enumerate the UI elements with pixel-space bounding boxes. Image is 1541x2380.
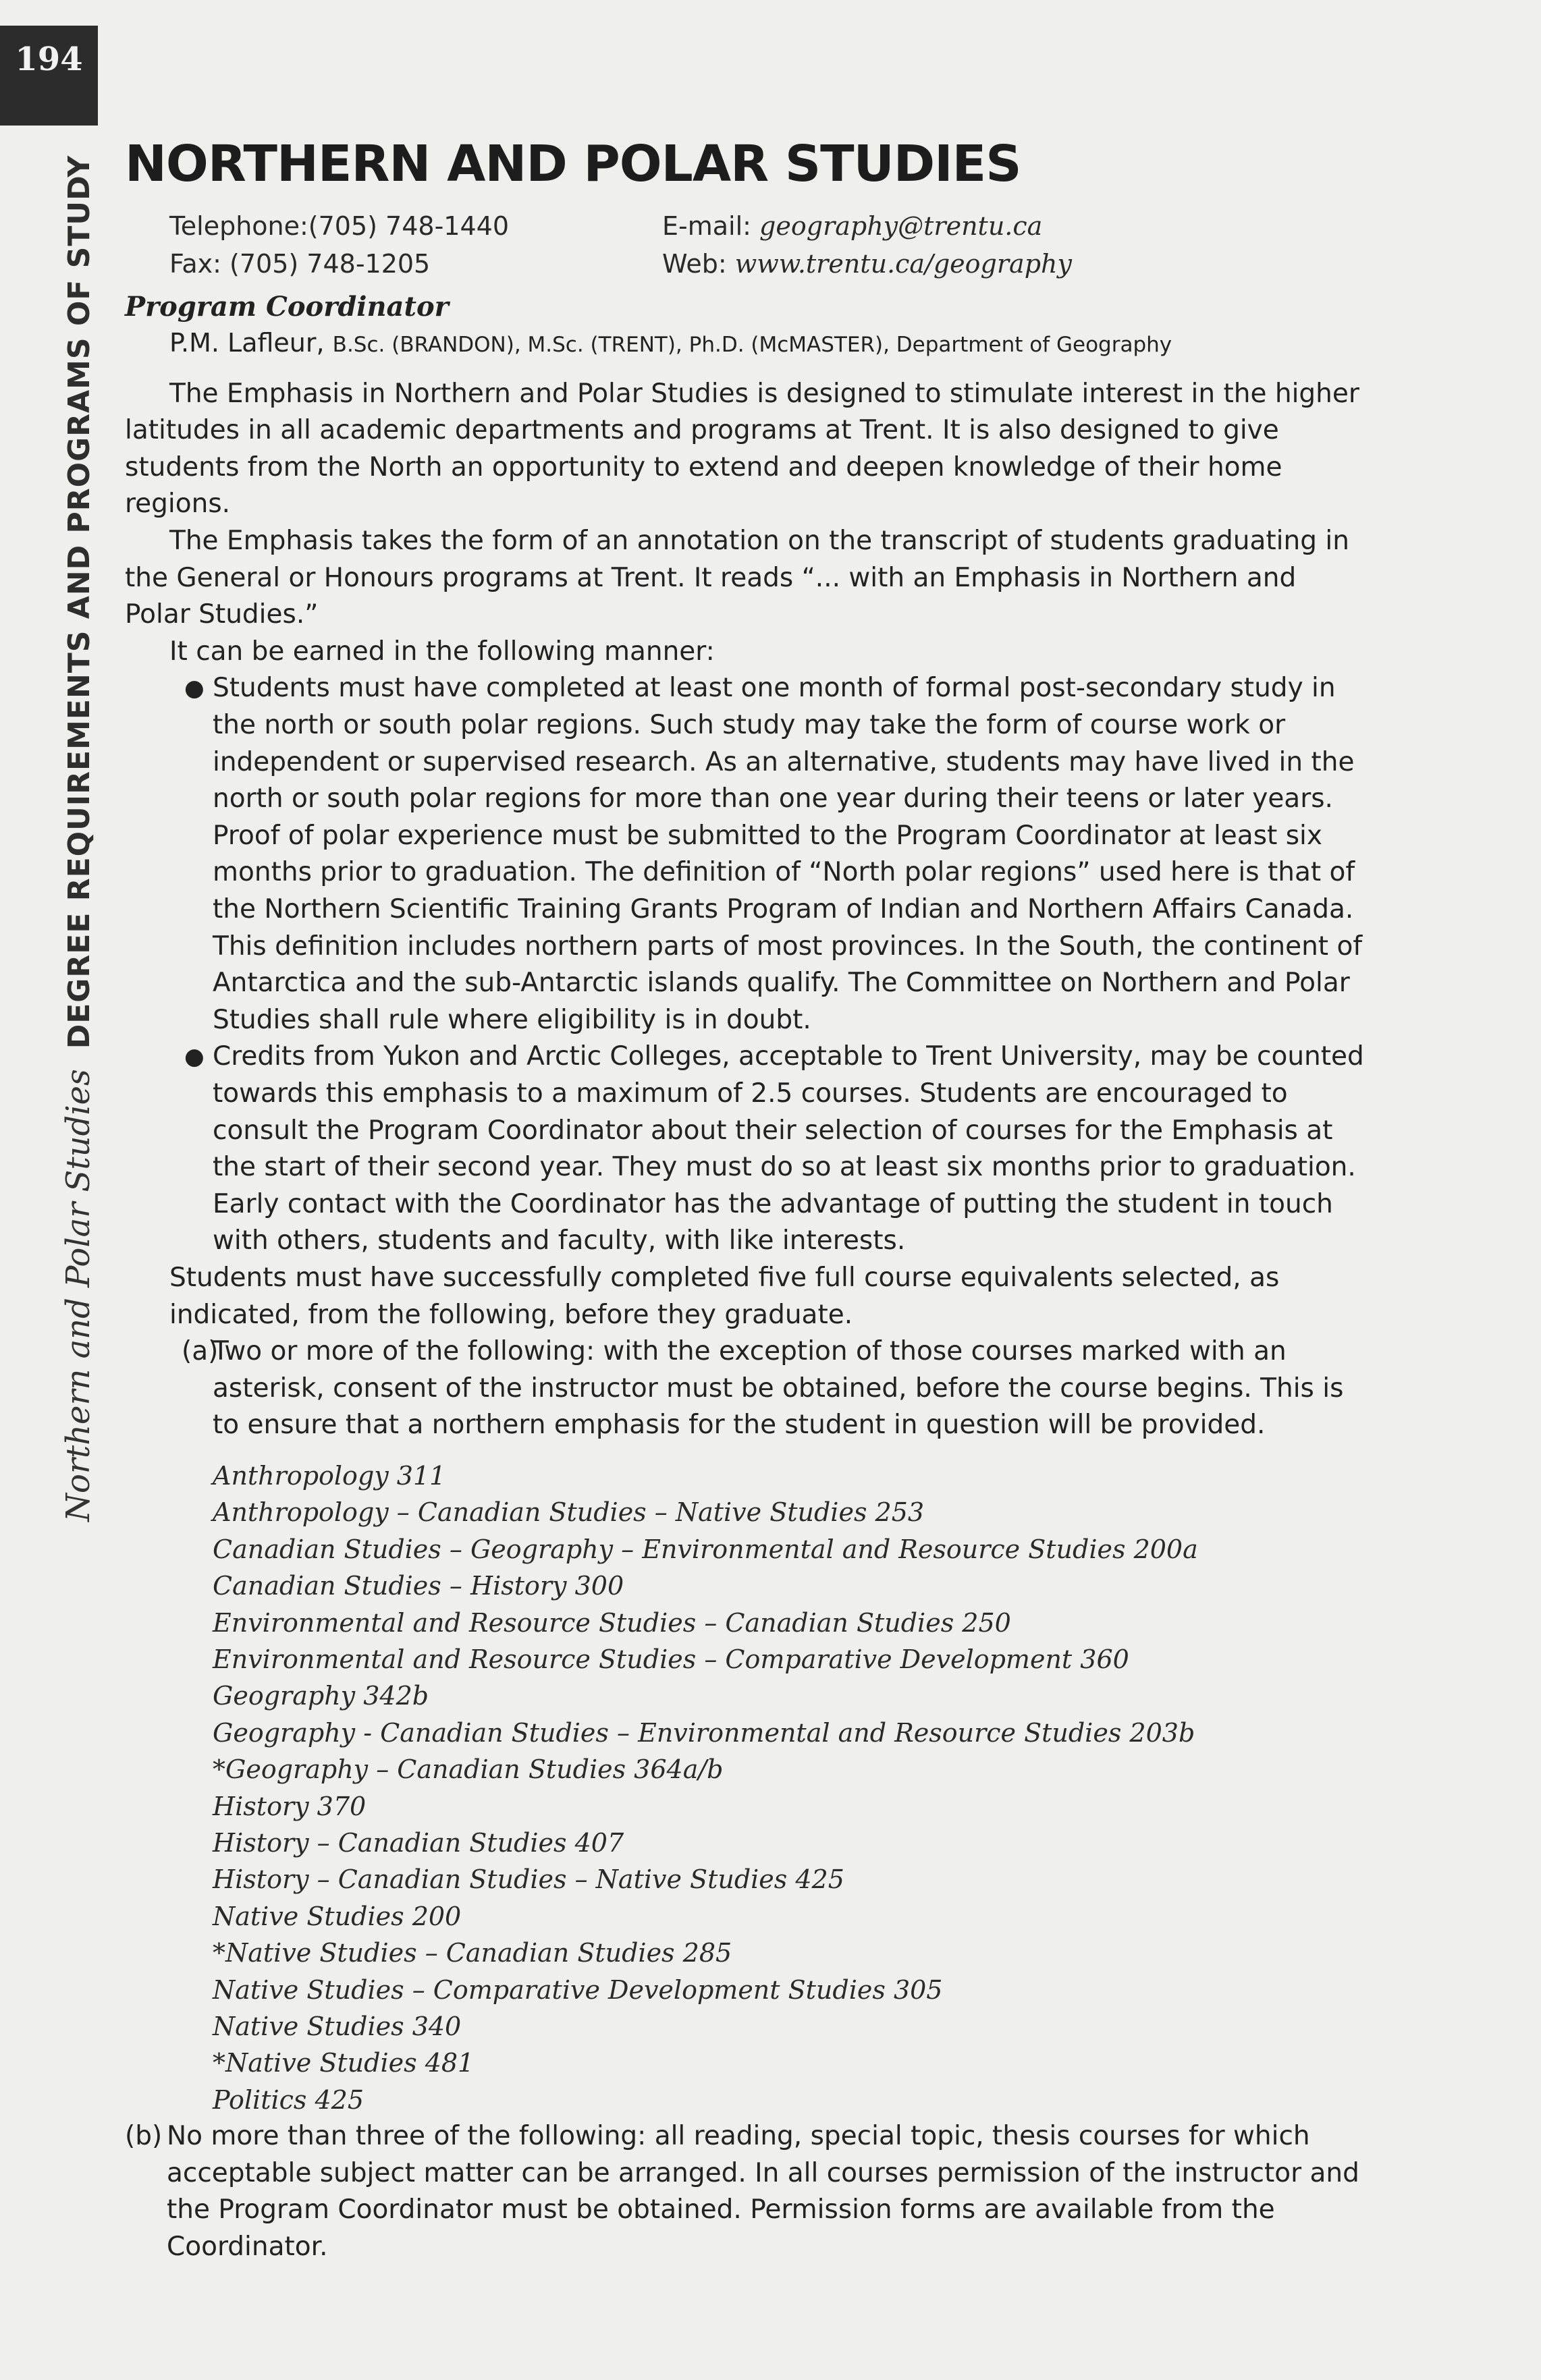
telephone: Telephone:(705) 748-1440 (169, 211, 509, 241)
web-line (662, 246, 1337, 281)
course-item: Native Studies 340 (213, 2012, 462, 2041)
bullet-item (125, 1039, 1367, 1260)
coordinator-heading: Program Coordinator (125, 290, 449, 323)
course-item: Canadian Studies – History 300 (213, 1571, 624, 1601)
item-a-label: (a) (182, 1336, 219, 1367)
requirement-intro: Students must have successfully completed five full course equivalents selected, as indicated, from the following, before they graduate. (169, 1262, 1280, 1330)
web-address[interactable]: www.trentu.ca/geography (734, 248, 1072, 279)
bullet-text: Students must have completed at least one month of formal post-secondary study in the north or south polar regions. Such study may take the form of course work or independent or supervised research. As an alternative, students may have lived in the north or south polar regions for more than one year during their teens or later years. Proof of polar experience must be submitted to the Program Coordinator at least six months prior to graduation. The definition of “North polar regions” used here is that of the Northern Scientific Training Grants Program of Indian and Northern Affairs Canada. This definition includes northern parts of most provinces. In the South, the continent of Antarctica and the sub-Antarctic islands qualify. The Committee on Northern and Polar Studies shall rule where eligibility is in doubt. (213, 673, 1363, 1035)
item-a (125, 1333, 1367, 1444)
bullet-text: Credits from Yukon and Arctic Colleges, acceptable to Trent University, may be counted towards this emphasis to a maximum of 2.5 courses. Students are encouraged to consult the Program Coordinator about their selection of courses for the Emphasis at the start of their second year. They must do so at least six months prior to graduation. Early contact with the Coordinator has the advantage of putting the student in touch with others, students and faculty, with like interests. (213, 1041, 1364, 1256)
web-label: Web: (662, 248, 727, 279)
course-item: History – Canadian Studies – Native Studies 425 (213, 1864, 844, 1895)
course-item: *Native Studies 481 (213, 2048, 475, 2078)
item-a-text: Two or more of the following: with the exception of those courses marked with an asterisk, consent of the instructor must be obtained, before the course begins. This is to ensure that a northern emphasis for the student in question will be provided. (213, 1336, 1344, 1441)
bullet-icon: ● (184, 1043, 205, 1071)
course-item: Native Studies 200 (213, 1901, 462, 1931)
item-b (125, 2118, 1367, 2265)
item-b-label: (b) (125, 2121, 163, 2152)
course-item: Canadian Studies – Geography – Environmental and Resource Studies 200a (213, 1534, 1198, 1564)
item-b-text: No more than three of the following: all reading, special topic, thesis courses for which acceptable subject matter can be arranged. In all courses permission of the instructor and the Program Coordinator must be obtained. Permission forms are available from the Coordinator. (167, 2121, 1359, 2262)
coordinator (169, 325, 1367, 362)
course-list (125, 1458, 1367, 2118)
intro-paragraph-1: The Emphasis in Northern and Polar Studies is designed to stimulate interest in the higher latitudes in all academic departments and programs at Trent. It is also designed to give students from the North an opportunity to extend and deepen knowledge of their home regions. (125, 378, 1359, 520)
email-line (662, 209, 1337, 244)
intro-paragraph-2: The Emphasis takes the form of an annotation on the transcript of students graduating in the General or Honours programs at Trent. It reads “... with an Emphasis in Northern and Polar Studies.” (125, 526, 1349, 630)
running-head-section: Northern and Polar Studies (59, 1069, 97, 1522)
page-content (125, 135, 1367, 2266)
course-item: *Geography – Canadian Studies 364a/b (213, 1754, 724, 1785)
bullet-item (125, 670, 1367, 1039)
course-item: Environmental and Resource Studies – Comparative Development 360 (213, 1644, 1129, 1674)
course-item: History 370 (213, 1791, 367, 1821)
email-address[interactable]: geography@trentu.ca (759, 211, 1043, 241)
running-head (59, 155, 97, 1522)
coordinator-credentials: B.Sc. (BRANDON), M.Sc. (TRENT), Ph.D. (McMASTER), Department of Geography (332, 332, 1172, 357)
manner-intro: It can be earned in the following manner: (169, 636, 715, 667)
page-title: NORTHERN AND POLAR STUDIES (125, 135, 1021, 193)
course-item: History – Canadian Studies 407 (213, 1827, 624, 1858)
requirement-bullets (125, 670, 1367, 1260)
course-item: Geography 342b (213, 1681, 429, 1711)
course-item: Politics 425 (213, 2084, 364, 2115)
course-item: Environmental and Resource Studies – Canadian Studies 250 (213, 1607, 1011, 1638)
course-item: Anthropology – Canadian Studies – Native Studies 253 (213, 1497, 925, 1528)
fax: Fax: (705) 748-1205 (169, 248, 431, 279)
email-label: E-mail: (662, 211, 751, 241)
course-item: Native Studies – Comparative Development Studies 305 (213, 1974, 943, 2005)
course-item: Geography - Canadian Studies – Environmental and Resource Studies 203b (213, 1717, 1195, 1748)
bullet-icon: ● (184, 675, 205, 702)
course-item: Anthropology 311 (213, 1460, 446, 1491)
contact-block (169, 209, 1367, 281)
running-head-chapter: DEGREE REQUIREMENTS AND PROGRAMS OF STUDY (62, 155, 97, 1049)
page-number: 194 (15, 40, 83, 78)
course-item: *Native Studies – Canadian Studies 285 (213, 1938, 732, 1968)
coordinator-name: P.M. Lafleur, (169, 327, 325, 358)
